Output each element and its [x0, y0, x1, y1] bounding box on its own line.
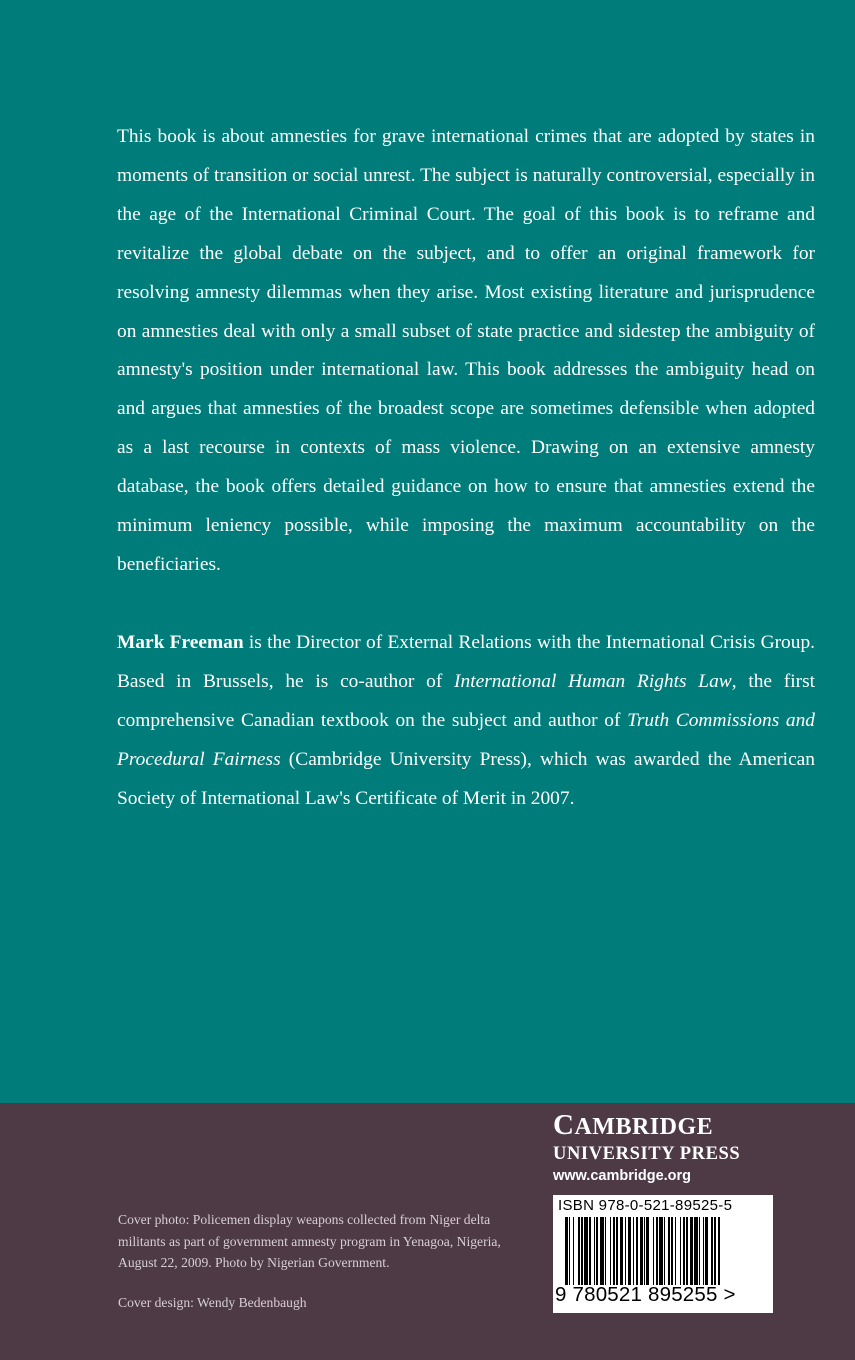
barcode-bar [675, 1217, 676, 1285]
publisher-name-rest: AMBRIDGE [574, 1114, 714, 1140]
barcode-bar [578, 1217, 581, 1285]
barcode-bar [705, 1217, 708, 1285]
cover-design-credit: Cover design: Wendy Bedenbaugh [118, 1294, 307, 1310]
barcode-bar [625, 1217, 626, 1285]
barcode-bar [616, 1217, 617, 1285]
author-name: Mark Freeman [117, 632, 244, 653]
barcode-bar [644, 1217, 645, 1285]
isbn-label: ISBN 978-0-521-89525-5 [558, 1197, 733, 1214]
author-bio [117, 624, 815, 819]
barcode-bar [628, 1217, 632, 1285]
book-title-1: International Human Rights Law [454, 670, 732, 692]
barcode-digits: 9 780521 895255 > [555, 1283, 736, 1306]
barcode-bar [581, 1217, 582, 1285]
barcode-bar [640, 1217, 643, 1285]
barcode-bar [610, 1217, 611, 1285]
barcode-bar [613, 1217, 616, 1285]
bio-text-3: (Cambridge University Press), which was awarded the American Society of International Law's Certificate of Merit in 2007. [117, 748, 815, 809]
barcode-bar [636, 1217, 637, 1285]
barcode-bar [664, 1217, 665, 1285]
barcode-bar [584, 1217, 588, 1285]
publisher-name-initial: C [553, 1109, 575, 1141]
barcode-bar [569, 1217, 570, 1285]
barcode-bar [694, 1217, 698, 1285]
barcode-bar [714, 1217, 717, 1285]
barcode-bar [594, 1217, 595, 1285]
barcode-bar [690, 1217, 693, 1285]
bio-text-2: , the first comprehensive Canadian textbook on the subject and author of [117, 670, 816, 731]
publisher-name [553, 1108, 783, 1144]
barcode-bar [703, 1217, 704, 1285]
barcode-bar [683, 1217, 686, 1285]
bio-text-1: is the Director of External Relations with the International Crisis Group. Based in Brussels, he is co-author of [117, 632, 815, 692]
barcode-bar [620, 1217, 623, 1285]
cover-credits [118, 1209, 528, 1313]
book-description: This book is about amnesties for grave international crimes that are adopted by states in moments of transition or social unrest. The subject is naturally controversial, especially in the age of the International Criminal Court. The goal of this book is to reframe and revitalize the global debate on the subject, and to offer an original framework for resolving amnesty dilemmas when they arise. Most existing literature and jurisprudence on amnesties deal with only a small subset of state practice and sidestep the ambiguity of amnesty's position under international law. This book addresses the ambiguity head on and argues that amnesties of the broadest scope are sometimes defensible when adopted as a last recourse in contexts of mass violence. Drawing on an extensive amnesty database, the book offers detailed guidance on how to ensure that amnesties extend the minimum leniency possible, while imposing the maximum accountability on the beneficiaries. [117, 126, 815, 575]
barcode-bar [646, 1217, 649, 1285]
barcode-bar [659, 1217, 663, 1285]
barcode-bar [711, 1217, 712, 1285]
barcode-bar [653, 1217, 654, 1285]
barcode-bar [633, 1217, 634, 1285]
barcode-bar [596, 1217, 597, 1285]
barcode-bar [668, 1217, 671, 1285]
cover-photo-credit: Cover photo: Policemen display weapons collected from Niger delta militants as part of government amnesty program in Yenagoa, Nigeria, August 22, 2009. Photo by Nigerian Government. [118, 1212, 501, 1270]
book-title-2: Truth Commissions and Procedural Fairness [117, 709, 815, 770]
publisher-logo [553, 1108, 783, 1187]
barcode-bar [656, 1217, 657, 1285]
publisher-url: www.cambridge.org [553, 1168, 692, 1184]
isbn-barcode [553, 1195, 773, 1313]
barcode-bar [718, 1217, 721, 1285]
barcode-bars [565, 1217, 765, 1285]
barcode-bar [605, 1217, 606, 1285]
barcode-bar [699, 1217, 700, 1285]
barcode-bar [686, 1217, 687, 1285]
barcode-bar [565, 1217, 568, 1285]
barcode-bar [680, 1217, 681, 1285]
barcode-bar [589, 1217, 592, 1285]
barcode-bar [600, 1217, 604, 1285]
barcode-bar [573, 1217, 574, 1285]
publisher-subtitle: UNIVERSITY PRESS [553, 1144, 741, 1164]
barcode-bar [671, 1217, 672, 1285]
